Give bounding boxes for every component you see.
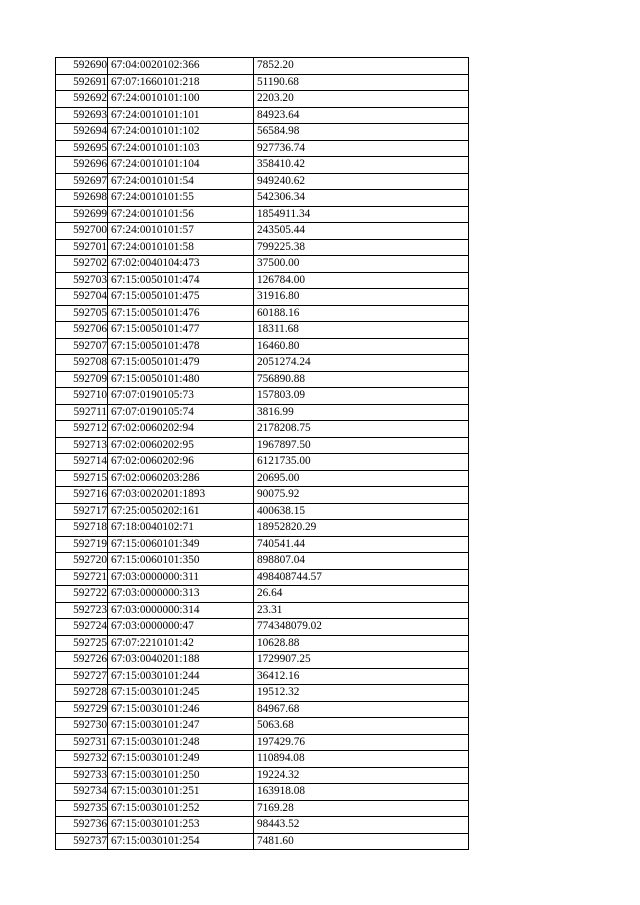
row-id-cell: 592718 — [56, 520, 108, 537]
table-row — [56, 635, 469, 652]
amount-cell: 90075.92 — [254, 487, 469, 504]
cadastral-code-cell: 67:15:0030101:250 — [108, 767, 254, 784]
table-row — [56, 685, 469, 702]
amount-cell: 243505.44 — [254, 223, 469, 240]
row-id-cell: 592726 — [56, 652, 108, 669]
table-row — [56, 91, 469, 108]
amount-cell: 7169.28 — [254, 800, 469, 817]
row-id-cell: 592737 — [56, 833, 108, 850]
amount-cell: 18311.68 — [254, 322, 469, 339]
amount-cell: 7852.20 — [254, 58, 469, 75]
cadastral-code-cell: 67:15:0030101:249 — [108, 751, 254, 768]
cadastral-code-cell: 67:15:0030101:245 — [108, 685, 254, 702]
row-id-cell: 592699 — [56, 206, 108, 223]
row-id-cell: 592696 — [56, 157, 108, 174]
table-row — [56, 371, 469, 388]
row-id-cell: 592703 — [56, 272, 108, 289]
amount-cell: 740541.44 — [254, 536, 469, 553]
amount-cell: 19512.32 — [254, 685, 469, 702]
table-row — [56, 223, 469, 240]
cadastral-code-cell: 67:03:0000000:314 — [108, 602, 254, 619]
row-id-cell: 592698 — [56, 190, 108, 207]
amount-cell: 197429.76 — [254, 734, 469, 751]
row-id-cell: 592690 — [56, 58, 108, 75]
cadastral-code-cell: 67:18:0040102:71 — [108, 520, 254, 537]
row-id-cell: 592728 — [56, 685, 108, 702]
cadastral-code-cell: 67:15:0030101:246 — [108, 701, 254, 718]
table-row — [56, 190, 469, 207]
row-id-cell: 592714 — [56, 454, 108, 471]
row-id-cell: 592736 — [56, 817, 108, 834]
table-row — [56, 124, 469, 141]
row-id-cell: 592717 — [56, 503, 108, 520]
cadastral-code-cell: 67:24:0010101:58 — [108, 239, 254, 256]
table-row — [56, 487, 469, 504]
cadastral-code-cell: 67:07:2210101:42 — [108, 635, 254, 652]
row-id-cell: 592704 — [56, 289, 108, 306]
cadastral-code-cell: 67:15:0050101:479 — [108, 355, 254, 372]
amount-cell: 7481.60 — [254, 833, 469, 850]
amount-cell: 6121735.00 — [254, 454, 469, 471]
amount-cell: 3816.99 — [254, 404, 469, 421]
row-id-cell: 592697 — [56, 173, 108, 190]
table-row — [56, 602, 469, 619]
cadastral-code-cell: 67:07:0190105:74 — [108, 404, 254, 421]
amount-cell: 26.64 — [254, 586, 469, 603]
cadastral-code-cell: 67:07:1660101:218 — [108, 74, 254, 91]
amount-cell: 1729907.25 — [254, 652, 469, 669]
amount-cell: 5063.68 — [254, 718, 469, 735]
row-id-cell: 592719 — [56, 536, 108, 553]
table-row — [56, 751, 469, 768]
row-id-cell: 592713 — [56, 437, 108, 454]
amount-cell: 2051274.24 — [254, 355, 469, 372]
table-row — [56, 421, 469, 438]
table-row — [56, 173, 469, 190]
cadastral-code-cell: 67:24:0010101:56 — [108, 206, 254, 223]
amount-cell: 84923.64 — [254, 107, 469, 124]
amount-cell: 799225.38 — [254, 239, 469, 256]
row-id-cell: 592711 — [56, 404, 108, 421]
table-row — [56, 718, 469, 735]
row-id-cell: 592705 — [56, 305, 108, 322]
cadastral-code-cell: 67:15:0030101:251 — [108, 784, 254, 801]
amount-cell: 37500.00 — [254, 256, 469, 273]
row-id-cell: 592691 — [56, 74, 108, 91]
amount-cell: 51190.68 — [254, 74, 469, 91]
table-row — [56, 157, 469, 174]
cadastral-code-cell: 67:15:0050101:480 — [108, 371, 254, 388]
amount-cell: 19224.32 — [254, 767, 469, 784]
cadastral-code-cell: 67:24:0010101:100 — [108, 91, 254, 108]
amount-cell: 126784.00 — [254, 272, 469, 289]
cadastral-code-cell: 67:15:0030101:254 — [108, 833, 254, 850]
cadastral-code-cell: 67:02:0060202:95 — [108, 437, 254, 454]
row-id-cell: 592695 — [56, 140, 108, 157]
table-row — [56, 454, 469, 471]
table-row — [56, 272, 469, 289]
table-row — [56, 206, 469, 223]
amount-cell: 157803.09 — [254, 388, 469, 405]
cadastral-code-cell: 67:02:0060202:94 — [108, 421, 254, 438]
row-id-cell: 592715 — [56, 470, 108, 487]
amount-cell: 10628.88 — [254, 635, 469, 652]
row-id-cell: 592734 — [56, 784, 108, 801]
cadastral-code-cell: 67:15:0060101:349 — [108, 536, 254, 553]
cadastral-code-cell: 67:03:0000000:311 — [108, 569, 254, 586]
cadastral-code-cell: 67:24:0010101:104 — [108, 157, 254, 174]
amount-cell: 110894.08 — [254, 751, 469, 768]
row-id-cell: 592723 — [56, 602, 108, 619]
row-id-cell: 592710 — [56, 388, 108, 405]
amount-cell: 927736.74 — [254, 140, 469, 157]
cadastral-code-cell: 67:03:0000000:47 — [108, 619, 254, 636]
table-row — [56, 784, 469, 801]
row-id-cell: 592694 — [56, 124, 108, 141]
amount-cell: 23.31 — [254, 602, 469, 619]
cadastral-code-cell: 67:03:0040201:188 — [108, 652, 254, 669]
cadastral-code-cell: 67:15:0030101:248 — [108, 734, 254, 751]
cadastral-code-cell: 67:15:0030101:252 — [108, 800, 254, 817]
table-row — [56, 322, 469, 339]
table-row — [56, 701, 469, 718]
table-row — [56, 734, 469, 751]
cadastral-code-cell: 67:15:0030101:253 — [108, 817, 254, 834]
amount-cell: 16460.80 — [254, 338, 469, 355]
cadastral-code-cell: 67:24:0010101:54 — [108, 173, 254, 190]
cadastral-code-cell: 67:02:0060202:96 — [108, 454, 254, 471]
cadastral-code-cell: 67:25:0050202:161 — [108, 503, 254, 520]
amount-cell: 84967.68 — [254, 701, 469, 718]
table-row — [56, 58, 469, 75]
row-id-cell: 592707 — [56, 338, 108, 355]
amount-cell: 98443.52 — [254, 817, 469, 834]
table-row — [56, 437, 469, 454]
table-row — [56, 520, 469, 537]
data-table — [55, 57, 469, 850]
row-id-cell: 592725 — [56, 635, 108, 652]
table-row — [56, 767, 469, 784]
cadastral-code-cell: 67:07:0190105:73 — [108, 388, 254, 405]
row-id-cell: 592727 — [56, 668, 108, 685]
amount-cell: 898807.04 — [254, 553, 469, 570]
cadastral-code-cell: 67:15:0030101:247 — [108, 718, 254, 735]
table-row — [56, 140, 469, 157]
row-id-cell: 592709 — [56, 371, 108, 388]
row-id-cell: 592730 — [56, 718, 108, 735]
row-id-cell: 592729 — [56, 701, 108, 718]
amount-cell: 56584.98 — [254, 124, 469, 141]
cadastral-code-cell: 67:15:0030101:244 — [108, 668, 254, 685]
row-id-cell: 592724 — [56, 619, 108, 636]
cadastral-code-cell: 67:15:0050101:474 — [108, 272, 254, 289]
cadastral-code-cell: 67:24:0010101:102 — [108, 124, 254, 141]
table-row — [56, 256, 469, 273]
table-row — [56, 289, 469, 306]
row-id-cell: 592706 — [56, 322, 108, 339]
table-row — [56, 553, 469, 570]
row-id-cell: 592693 — [56, 107, 108, 124]
amount-cell: 31916.80 — [254, 289, 469, 306]
cadastral-code-cell: 67:04:0020102:366 — [108, 58, 254, 75]
amount-cell: 163918.08 — [254, 784, 469, 801]
row-id-cell: 592700 — [56, 223, 108, 240]
table-body — [56, 58, 469, 850]
cadastral-code-cell: 67:15:0050101:478 — [108, 338, 254, 355]
row-id-cell: 592731 — [56, 734, 108, 751]
table-row — [56, 536, 469, 553]
cadastral-code-cell: 67:24:0010101:101 — [108, 107, 254, 124]
cadastral-code-cell: 67:03:0020201:1893 — [108, 487, 254, 504]
row-id-cell: 592716 — [56, 487, 108, 504]
table-row — [56, 800, 469, 817]
row-id-cell: 592702 — [56, 256, 108, 273]
amount-cell: 498408744.57 — [254, 569, 469, 586]
table-row — [56, 586, 469, 603]
amount-cell: 756890.88 — [254, 371, 469, 388]
row-id-cell: 592732 — [56, 751, 108, 768]
table-row — [56, 338, 469, 355]
table-row — [56, 239, 469, 256]
amount-cell: 1967897.50 — [254, 437, 469, 454]
table-row — [56, 619, 469, 636]
cadastral-code-cell: 67:15:0050101:477 — [108, 322, 254, 339]
row-id-cell: 592735 — [56, 800, 108, 817]
amount-cell: 949240.62 — [254, 173, 469, 190]
table-row — [56, 404, 469, 421]
table-row — [56, 652, 469, 669]
amount-cell: 18952820.29 — [254, 520, 469, 537]
amount-cell: 36412.16 — [254, 668, 469, 685]
cadastral-code-cell: 67:02:0040104:473 — [108, 256, 254, 273]
table-row — [56, 817, 469, 834]
cadastral-code-cell: 67:02:0060203:286 — [108, 470, 254, 487]
amount-cell: 2178208.75 — [254, 421, 469, 438]
row-id-cell: 592708 — [56, 355, 108, 372]
table-row — [56, 388, 469, 405]
cadastral-code-cell: 67:24:0010101:57 — [108, 223, 254, 240]
cadastral-code-cell: 67:15:0050101:476 — [108, 305, 254, 322]
amount-cell: 358410.42 — [254, 157, 469, 174]
cadastral-code-cell: 67:03:0000000:313 — [108, 586, 254, 603]
table-row — [56, 305, 469, 322]
row-id-cell: 592722 — [56, 586, 108, 603]
amount-cell: 2203.20 — [254, 91, 469, 108]
table-row — [56, 355, 469, 372]
table-row — [56, 833, 469, 850]
table-row — [56, 107, 469, 124]
amount-cell: 60188.16 — [254, 305, 469, 322]
amount-cell: 774348079.02 — [254, 619, 469, 636]
amount-cell: 542306.34 — [254, 190, 469, 207]
table-row — [56, 668, 469, 685]
cadastral-code-cell: 67:15:0050101:475 — [108, 289, 254, 306]
row-id-cell: 592701 — [56, 239, 108, 256]
table-row — [56, 74, 469, 91]
row-id-cell: 592692 — [56, 91, 108, 108]
amount-cell: 20695.00 — [254, 470, 469, 487]
amount-cell: 400638.15 — [254, 503, 469, 520]
row-id-cell: 592721 — [56, 569, 108, 586]
table-row — [56, 470, 469, 487]
cadastral-code-cell: 67:24:0010101:55 — [108, 190, 254, 207]
table-row — [56, 569, 469, 586]
row-id-cell: 592720 — [56, 553, 108, 570]
cadastral-code-cell: 67:15:0060101:350 — [108, 553, 254, 570]
amount-cell: 1854911.34 — [254, 206, 469, 223]
table-row — [56, 503, 469, 520]
cadastral-code-cell: 67:24:0010101:103 — [108, 140, 254, 157]
row-id-cell: 592733 — [56, 767, 108, 784]
row-id-cell: 592712 — [56, 421, 108, 438]
